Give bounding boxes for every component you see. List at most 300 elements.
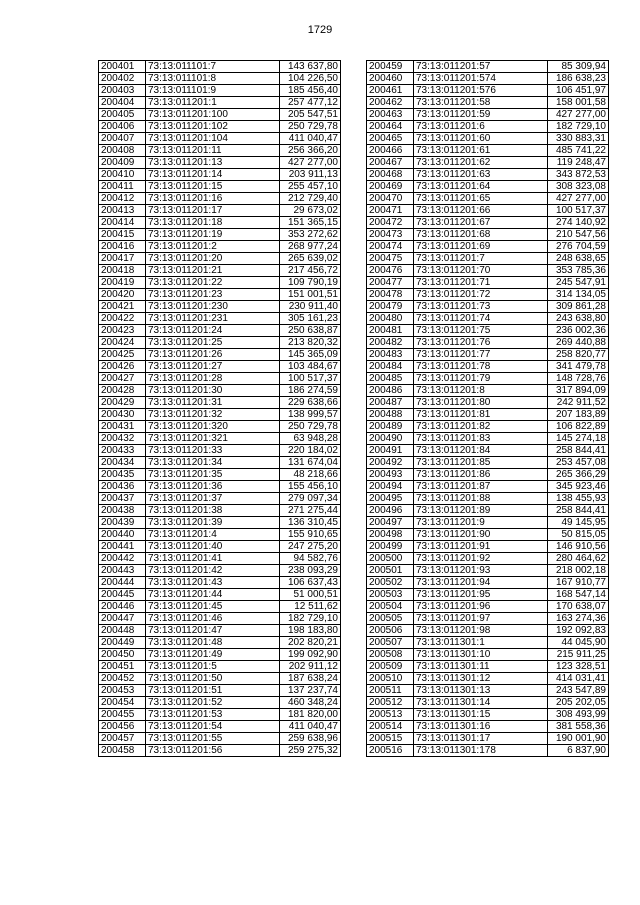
table-row [99,73,341,85]
row-number-cell: 200453 [99,685,146,697]
cadastral-number-cell: 73:13:011201:91 [414,541,548,553]
table-row [99,325,341,337]
table-row [99,625,341,637]
cadastral-number-cell: 73:13:011301:12 [414,673,548,685]
cadastral-number-cell: 73:13:011201:62 [414,157,548,169]
amount-cell: 276 704,59 [548,241,609,253]
table-row [99,253,341,265]
cadastral-number-cell: 73:13:011301:10 [414,649,548,661]
row-number-cell: 200502 [367,577,414,589]
cadastral-number-cell: 73:13:011201:2 [146,241,280,253]
amount-cell: 345 923,46 [548,481,609,493]
amount-cell: 314 134,05 [548,289,609,301]
cadastral-number-cell: 73:13:011201:92 [414,553,548,565]
row-number-cell: 200507 [367,637,414,649]
amount-cell: 460 348,24 [280,697,341,709]
table-row [367,181,609,193]
cadastral-number-cell: 73:13:011201:38 [146,505,280,517]
table-row [367,589,609,601]
amount-cell: 309 861,28 [548,301,609,313]
table-row [99,157,341,169]
cadastral-number-cell: 73:13:011201:1 [146,97,280,109]
row-number-cell: 200479 [367,301,414,313]
table-row [367,457,609,469]
table-row [367,313,609,325]
cadastral-number-cell: 73:13:011201:15 [146,181,280,193]
amount-cell: 253 457,08 [548,457,609,469]
amount-cell: 106 822,89 [548,421,609,433]
cadastral-number-cell: 73:13:011201:66 [414,205,548,217]
cadastral-number-cell: 73:13:011201:40 [146,541,280,553]
row-number-cell: 200514 [367,721,414,733]
table-row [367,565,609,577]
amount-cell: 259 275,32 [280,745,341,757]
row-number-cell: 200422 [99,313,146,325]
row-number-cell: 200501 [367,565,414,577]
table-row [99,97,341,109]
amount-cell: 305 161,23 [280,313,341,325]
table-row [367,625,609,637]
row-number-cell: 200478 [367,289,414,301]
cadastral-number-cell: 73:13:011201:90 [414,529,548,541]
cadastral-number-cell: 73:13:011201:9 [414,517,548,529]
table-row [367,73,609,85]
amount-cell: 210 547,56 [548,229,609,241]
amount-cell: 123 328,51 [548,661,609,673]
amount-cell: 158 001,58 [548,97,609,109]
row-number-cell: 200435 [99,469,146,481]
row-number-cell: 200471 [367,205,414,217]
row-number-cell: 200511 [367,685,414,697]
row-number-cell: 200448 [99,625,146,637]
cadastral-number-cell: 73:13:011201:41 [146,553,280,565]
row-number-cell: 200490 [367,433,414,445]
cadastral-number-cell: 73:13:011301:11 [414,661,548,673]
row-number-cell: 200444 [99,577,146,589]
table-row [99,601,341,613]
cadastral-number-cell: 73:13:011201:75 [414,325,548,337]
row-number-cell: 200506 [367,625,414,637]
amount-cell: 6 837,90 [548,745,609,757]
table-row [99,301,341,313]
amount-cell: 199 092,90 [280,649,341,661]
table-row [367,241,609,253]
amount-cell: 343 872,53 [548,169,609,181]
row-number-cell: 200429 [99,397,146,409]
amount-cell: 259 638,96 [280,733,341,745]
cadastral-number-cell: 73:13:011301:17 [414,733,548,745]
row-number-cell: 200426 [99,361,146,373]
table-row [99,493,341,505]
table-row [367,421,609,433]
amount-cell: 411 040,47 [280,721,341,733]
cadastral-number-cell: 73:13:011201:54 [146,721,280,733]
table-row [99,661,341,673]
amount-cell: 181 820,00 [280,709,341,721]
row-number-cell: 200468 [367,169,414,181]
amount-cell: 100 517,37 [280,373,341,385]
cadastral-number-cell: 73:13:011201:19 [146,229,280,241]
table-row [99,193,341,205]
table-row [367,649,609,661]
row-number-cell: 200432 [99,433,146,445]
table-row [99,553,341,565]
cadastral-number-cell: 73:13:011201:81 [414,409,548,421]
amount-cell: 104 226,50 [280,73,341,85]
row-number-cell: 200424 [99,337,146,349]
cadastral-number-cell: 73:13:011201:97 [414,613,548,625]
amount-cell: 44 045,90 [548,637,609,649]
row-number-cell: 200508 [367,649,414,661]
amount-cell: 12 511,62 [280,601,341,613]
cadastral-number-cell: 73:13:011201:35 [146,469,280,481]
cadastral-number-cell: 73:13:011201:82 [414,421,548,433]
amount-cell: 155 456,10 [280,481,341,493]
right-table [366,60,609,757]
table-row [367,229,609,241]
table-row [367,445,609,457]
row-number-cell: 200402 [99,73,146,85]
amount-cell: 94 582,76 [280,553,341,565]
cadastral-number-cell: 73:13:011201:37 [146,493,280,505]
row-number-cell: 200510 [367,673,414,685]
amount-cell: 198 183,80 [280,625,341,637]
table-row [367,517,609,529]
cadastral-number-cell: 73:13:011201:79 [414,373,548,385]
amount-cell: 353 785,36 [548,265,609,277]
cadastral-number-cell: 73:13:011201:20 [146,253,280,265]
row-number-cell: 200443 [99,565,146,577]
table-row [367,709,609,721]
amount-cell: 213 820,32 [280,337,341,349]
table-row [99,481,341,493]
row-number-cell: 200440 [99,529,146,541]
row-number-cell: 200497 [367,517,414,529]
amount-cell: 168 547,14 [548,589,609,601]
cadastral-number-cell: 73:13:011201:64 [414,181,548,193]
amount-cell: 247 275,20 [280,541,341,553]
row-number-cell: 200499 [367,541,414,553]
row-number-cell: 200410 [99,169,146,181]
row-number-cell: 200412 [99,193,146,205]
cadastral-number-cell: 73:13:011201:67 [414,217,548,229]
cadastral-number-cell: 73:13:011201:76 [414,337,548,349]
table-row [367,169,609,181]
cadastral-number-cell: 73:13:011201:231 [146,313,280,325]
row-number-cell: 200423 [99,325,146,337]
table-row [99,397,341,409]
table-row [99,61,341,73]
amount-cell: 48 218,66 [280,469,341,481]
row-number-cell: 200431 [99,421,146,433]
row-number-cell: 200407 [99,133,146,145]
table-row [99,205,341,217]
cadastral-number-cell: 73:13:011201:230 [146,301,280,313]
row-number-cell: 200425 [99,349,146,361]
table-row [99,433,341,445]
cadastral-number-cell: 73:13:011201:31 [146,397,280,409]
table-row [99,505,341,517]
amount-cell: 182 729,10 [548,121,609,133]
table-row [99,229,341,241]
amount-cell: 245 547,91 [548,277,609,289]
row-number-cell: 200455 [99,709,146,721]
row-number-cell: 200411 [99,181,146,193]
cadastral-number-cell: 73:13:011201:74 [414,313,548,325]
row-number-cell: 200489 [367,421,414,433]
row-number-cell: 200456 [99,721,146,733]
table-row [99,409,341,421]
amount-cell: 155 910,65 [280,529,341,541]
table-row [99,421,341,433]
cadastral-number-cell: 73:13:011201:102 [146,121,280,133]
row-number-cell: 200417 [99,253,146,265]
amount-cell: 49 145,95 [548,517,609,529]
amount-cell: 145 365,09 [280,349,341,361]
table-row [99,169,341,181]
row-number-cell: 200477 [367,277,414,289]
amount-cell: 258 844,41 [548,505,609,517]
amount-cell: 202 820,21 [280,637,341,649]
row-number-cell: 200433 [99,445,146,457]
cadastral-number-cell: 73:13:011201:26 [146,349,280,361]
table-row [367,145,609,157]
table-row [367,505,609,517]
cadastral-number-cell: 73:13:011201:73 [414,301,548,313]
table-row [99,469,341,481]
table-row [99,649,341,661]
table-row [99,745,341,757]
table-row [99,589,341,601]
amount-cell: 243 547,89 [548,685,609,697]
row-number-cell: 200454 [99,697,146,709]
row-number-cell: 200463 [367,109,414,121]
amount-cell: 317 894,09 [548,385,609,397]
amount-cell: 250 729,78 [280,121,341,133]
table-row [367,253,609,265]
cadastral-number-cell: 73:13:011201:5 [146,661,280,673]
amount-cell: 258 844,41 [548,445,609,457]
cadastral-number-cell: 73:13:011201:52 [146,697,280,709]
table-row [99,517,341,529]
amount-cell: 186 638,23 [548,73,609,85]
amount-cell: 279 097,34 [280,493,341,505]
cadastral-number-cell: 73:13:011201:16 [146,193,280,205]
table-row [367,301,609,313]
cadastral-number-cell: 73:13:011201:51 [146,685,280,697]
table-row [367,529,609,541]
cadastral-number-cell: 73:13:011201:70 [414,265,548,277]
cadastral-number-cell: 73:13:011201:86 [414,469,548,481]
row-number-cell: 200473 [367,229,414,241]
amount-cell: 341 479,78 [548,361,609,373]
amount-cell: 238 093,29 [280,565,341,577]
row-number-cell: 200464 [367,121,414,133]
row-number-cell: 200504 [367,601,414,613]
amount-cell: 185 456,40 [280,85,341,97]
cadastral-number-cell: 73:13:011201:72 [414,289,548,301]
table-row [99,145,341,157]
cadastral-number-cell: 73:13:011201:49 [146,649,280,661]
amount-cell: 427 277,00 [548,193,609,205]
table-row [99,709,341,721]
table-row [99,133,341,145]
row-number-cell: 200449 [99,637,146,649]
cadastral-number-cell: 73:13:011201:6 [414,121,548,133]
table-row [367,373,609,385]
cadastral-number-cell: 73:13:011201:34 [146,457,280,469]
table-row [367,613,609,625]
amount-cell: 143 637,80 [280,61,341,73]
row-number-cell: 200461 [367,85,414,97]
amount-cell: 257 477,12 [280,97,341,109]
row-number-cell: 200485 [367,373,414,385]
row-number-cell: 200512 [367,697,414,709]
row-number-cell: 200438 [99,505,146,517]
table-row [99,697,341,709]
amount-cell: 414 031,41 [548,673,609,685]
cadastral-number-cell: 73:13:011101:8 [146,73,280,85]
table-row [367,733,609,745]
amount-cell: 138 999,57 [280,409,341,421]
row-number-cell: 200483 [367,349,414,361]
amount-cell: 229 638,66 [280,397,341,409]
amount-cell: 427 277,00 [280,157,341,169]
cadastral-number-cell: 73:13:011201:13 [146,157,280,169]
amount-cell: 190 001,90 [548,733,609,745]
cadastral-number-cell: 73:13:011201:60 [414,133,548,145]
row-number-cell: 200505 [367,613,414,625]
amount-cell: 85 309,94 [548,61,609,73]
table-row [367,121,609,133]
table-row [367,553,609,565]
table-row [99,265,341,277]
table-row [99,121,341,133]
amount-cell: 330 883,31 [548,133,609,145]
cadastral-number-cell: 73:13:011201:63 [414,169,548,181]
cadastral-number-cell: 73:13:011201:7 [414,253,548,265]
row-number-cell: 200436 [99,481,146,493]
cadastral-number-cell: 73:13:011201:39 [146,517,280,529]
cadastral-number-cell: 73:13:011301:1 [414,637,548,649]
amount-cell: 131 674,04 [280,457,341,469]
cadastral-number-cell: 73:13:011201:94 [414,577,548,589]
table-row [367,577,609,589]
row-number-cell: 200458 [99,745,146,757]
amount-cell: 182 729,10 [280,613,341,625]
row-number-cell: 200472 [367,217,414,229]
row-number-cell: 200481 [367,325,414,337]
table-row [99,217,341,229]
table-row [99,529,341,541]
table-row [99,361,341,373]
row-number-cell: 200450 [99,649,146,661]
table-row [367,721,609,733]
row-number-cell: 200445 [99,589,146,601]
table-row [367,265,609,277]
table-row [99,613,341,625]
table-row [99,721,341,733]
row-number-cell: 200475 [367,253,414,265]
row-number-cell: 200480 [367,313,414,325]
table-row [367,661,609,673]
cadastral-number-cell: 73:13:011201:100 [146,109,280,121]
amount-cell: 170 638,07 [548,601,609,613]
cadastral-number-cell: 73:13:011201:47 [146,625,280,637]
cadastral-number-cell: 73:13:011201:59 [414,109,548,121]
amount-cell: 230 911,40 [280,301,341,313]
amount-cell: 163 274,36 [548,613,609,625]
cadastral-number-cell: 73:13:011201:48 [146,637,280,649]
table-row [367,541,609,553]
cadastral-number-cell: 73:13:011201:50 [146,673,280,685]
amount-cell: 236 002,36 [548,325,609,337]
table-row [99,445,341,457]
table-row [99,457,341,469]
left-table [98,60,341,757]
amount-cell: 274 140,92 [548,217,609,229]
cadastral-number-cell: 73:13:011201:57 [414,61,548,73]
table-row [367,637,609,649]
amount-cell: 485 741,22 [548,145,609,157]
cadastral-number-cell: 73:13:011201:27 [146,361,280,373]
amount-cell: 265 639,02 [280,253,341,265]
cadastral-number-cell: 73:13:011201:22 [146,277,280,289]
row-number-cell: 200437 [99,493,146,505]
cadastral-number-cell: 73:13:011201:320 [146,421,280,433]
row-number-cell: 200500 [367,553,414,565]
amount-cell: 63 948,28 [280,433,341,445]
row-number-cell: 200486 [367,385,414,397]
cadastral-number-cell: 73:13:011201:80 [414,397,548,409]
row-number-cell: 200487 [367,397,414,409]
row-number-cell: 200409 [99,157,146,169]
row-number-cell: 200494 [367,481,414,493]
table-row [367,337,609,349]
table-row [367,109,609,121]
row-number-cell: 200470 [367,193,414,205]
cadastral-number-cell: 73:13:011201:88 [414,493,548,505]
cadastral-number-cell: 73:13:011201:58 [414,97,548,109]
table-row [99,85,341,97]
amount-cell: 50 815,05 [548,529,609,541]
row-number-cell: 200406 [99,121,146,133]
cadastral-number-cell: 73:13:011201:33 [146,445,280,457]
table-row [367,493,609,505]
amount-cell: 250 729,78 [280,421,341,433]
row-number-cell: 200482 [367,337,414,349]
cadastral-number-cell: 73:13:011201:576 [414,85,548,97]
row-number-cell: 200441 [99,541,146,553]
cadastral-number-cell: 73:13:011201:28 [146,373,280,385]
amount-cell: 106 451,97 [548,85,609,97]
cadastral-number-cell: 73:13:011201:85 [414,457,548,469]
table-row [99,685,341,697]
cadastral-number-cell: 73:13:011201:43 [146,577,280,589]
cadastral-number-cell: 73:13:011201:44 [146,589,280,601]
amount-cell: 146 910,56 [548,541,609,553]
cadastral-number-cell: 73:13:011101:9 [146,85,280,97]
row-number-cell: 200404 [99,97,146,109]
amount-cell: 100 517,37 [548,205,609,217]
amount-cell: 106 637,43 [280,577,341,589]
row-number-cell: 200430 [99,409,146,421]
row-number-cell: 200459 [367,61,414,73]
amount-cell: 103 484,67 [280,361,341,373]
row-number-cell: 200462 [367,97,414,109]
cadastral-number-cell: 73:13:011201:68 [414,229,548,241]
amount-cell: 203 911,13 [280,169,341,181]
